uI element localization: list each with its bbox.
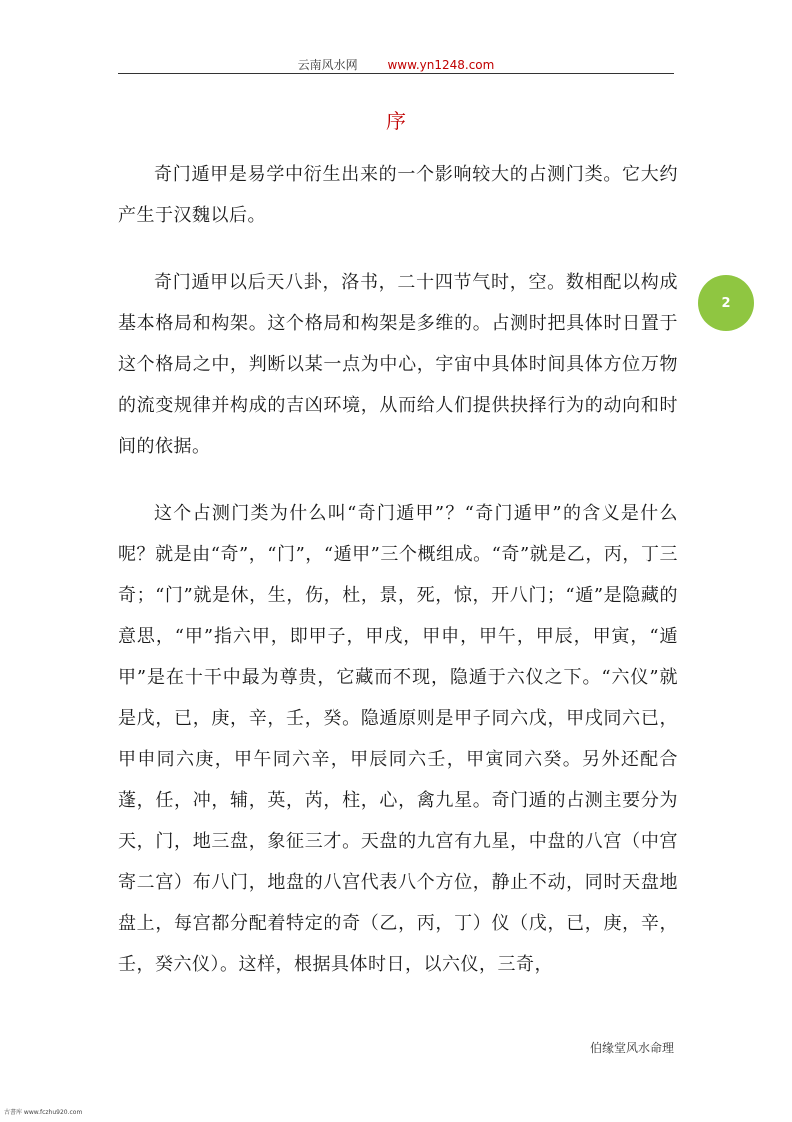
paragraph: 这个占测门类为什么叫“奇门遁甲”？“奇门遁甲”的含义是什么呢？就是由“奇”，“门”，“遁甲”三个概组成。“奇”就是乙，丙，丁三奇；“门”就是休，生，伤，杜，景，死，惊，开八门；“遁”是隐藏的意思，“甲”指六甲，即甲子，甲戌，甲申，甲午，甲辰，甲寅，“遁甲”是在十干中最为尊贵，它藏而不现，隐遁于六仪之下。“六仪”就是戊，已，庚，辛，壬，癸。隐遁原则是甲子同六戊，甲戌同六已，甲申同六庚，甲午同六辛，甲辰同六壬，甲寅同六癸。另外还配合蓬，任，冲，辅，英，芮，柱，心，禽九星。奇门遁的占测主要分为天，门，地三盘，象征三才。天盘的九宫有九星，中盘的八宫（中宫寄二宫）布八门，地盘的八宫代表八个方位，静止不动，同时天盘地盘上，每宫都分配着特定的奇（乙，丙，丁）仪（戊，已，庚，辛，壬，癸六仪）。这样，根据具体时日，以六仪，三奇， (118, 503, 678, 975)
page-title: 序 (386, 109, 406, 133)
page-footer: 伯缘堂风水命理 (589, 1041, 674, 1055)
header-divider (118, 73, 674, 74)
site-name: 云南风水网 (297, 58, 358, 72)
body-text (118, 154, 678, 985)
site-url-link[interactable]: www.yn1248.com (387, 58, 495, 72)
page-header (0, 56, 792, 73)
watermark-text: 古書库 www.fczhu920.com (4, 1109, 83, 1116)
paragraph: 奇门遁甲以后天八卦，洛书，二十四节气时，空。数相配以构成基本格局和构架。这个格局和构架是多维的。占测时把具体时日置于这个格局之中，判断以某一点为中心，宇宙中具体时间具体方位万物的流变规律并构成的吉凶环境，从而给人们提供抉择行为的动向和时间的依据。 (118, 272, 678, 457)
page-number-badge: 2 (698, 275, 754, 331)
paragraph: 奇门遁甲是易学中衍生出来的一个影响较大的占测门类。它大约产生于汉魏以后。 (118, 164, 678, 226)
